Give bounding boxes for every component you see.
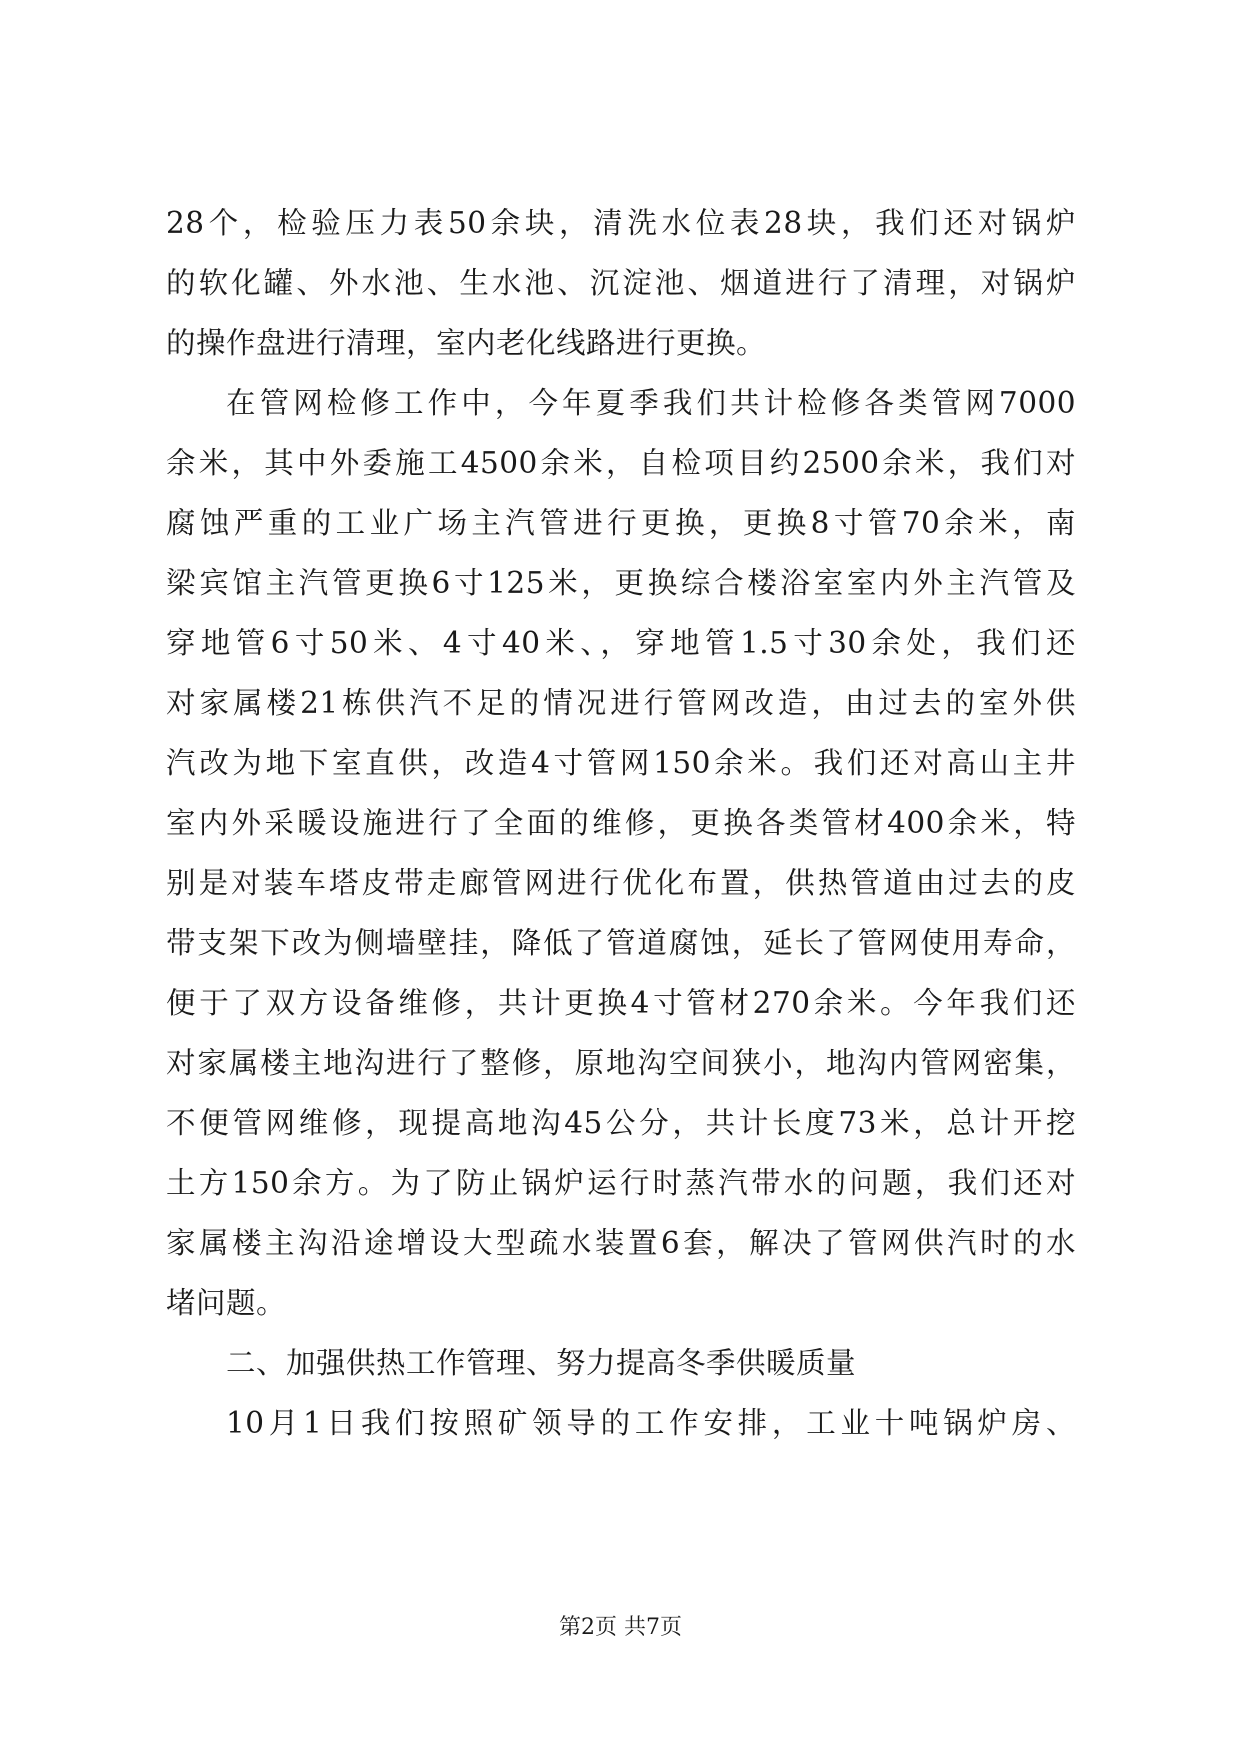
body-line-8: 穿地管6寸50米、4寸40米、，穿地管1.5寸30余处，我们还	[166, 626, 1076, 660]
section-heading: 二、加强供热工作管理、努力提高冬季供暖质量	[226, 1346, 857, 1380]
body-line-12: 别是对装车塔皮带走廊管网进行优化布置，供热管道由过去的皮	[166, 866, 1076, 900]
body-line-11: 室内外采暖设施进行了全面的维修，更换各类管材400余米，特	[166, 806, 1076, 840]
body-line-14: 便于了双方设备维修，共计更换4寸管材270余米。今年我们还	[166, 986, 1076, 1020]
body-line-2: 的软化罐、外水池、生水池、沉淀池、烟道进行了清理，对锅炉	[166, 266, 1076, 300]
body-line-1: 28个，检验压力表50余块，清洗水位表28块，我们还对锅炉	[166, 206, 1076, 240]
body-line-18: 家属楼主沟沿途增设大型疏水装置6套，解决了管网供汽时的水	[166, 1226, 1076, 1260]
body-line-16: 不便管网维修，现提高地沟45公分，共计长度73米，总计开挖	[166, 1106, 1076, 1140]
body-line-19: 堵问题。	[166, 1286, 287, 1320]
body-line-5: 余米，其中外委施工4500余米，自检项目约2500余米，我们对	[166, 446, 1076, 480]
page-footer: 第2页 共7页	[559, 1615, 682, 1640]
paragraph-start-line: 10月1日我们按照矿领导的工作安排，工业十吨锅炉房、	[226, 1406, 1076, 1440]
body-line-13: 带支架下改为侧墙壁挂，降低了管道腐蚀，延长了管网使用寿命，	[166, 926, 1076, 960]
paragraph-start-line: 在管网检修工作中，今年夏季我们共计检修各类管网7000	[226, 386, 1076, 420]
body-line-6: 腐蚀严重的工业广场主汽管进行更换，更换8寸管70余米，南	[166, 506, 1076, 540]
body-line-15: 对家属楼主地沟进行了整修，原地沟空间狭小，地沟内管网密集，	[166, 1046, 1076, 1080]
body-line-7: 梁宾馆主汽管更换6寸125米，更换综合楼浴室室内外主汽管及	[166, 566, 1076, 600]
body-line-9: 对家属楼21栋供汽不足的情况进行管网改造，由过去的室外供	[166, 686, 1076, 720]
body-line-3: 的操作盘进行清理，室内老化线路进行更换。	[166, 326, 767, 360]
body-line-17: 土方150余方。为了防止锅炉运行时蒸汽带水的问题，我们还对	[166, 1166, 1076, 1200]
body-line-10: 汽改为地下室直供，改造4寸管网150余米。我们还对高山主井	[166, 746, 1076, 780]
